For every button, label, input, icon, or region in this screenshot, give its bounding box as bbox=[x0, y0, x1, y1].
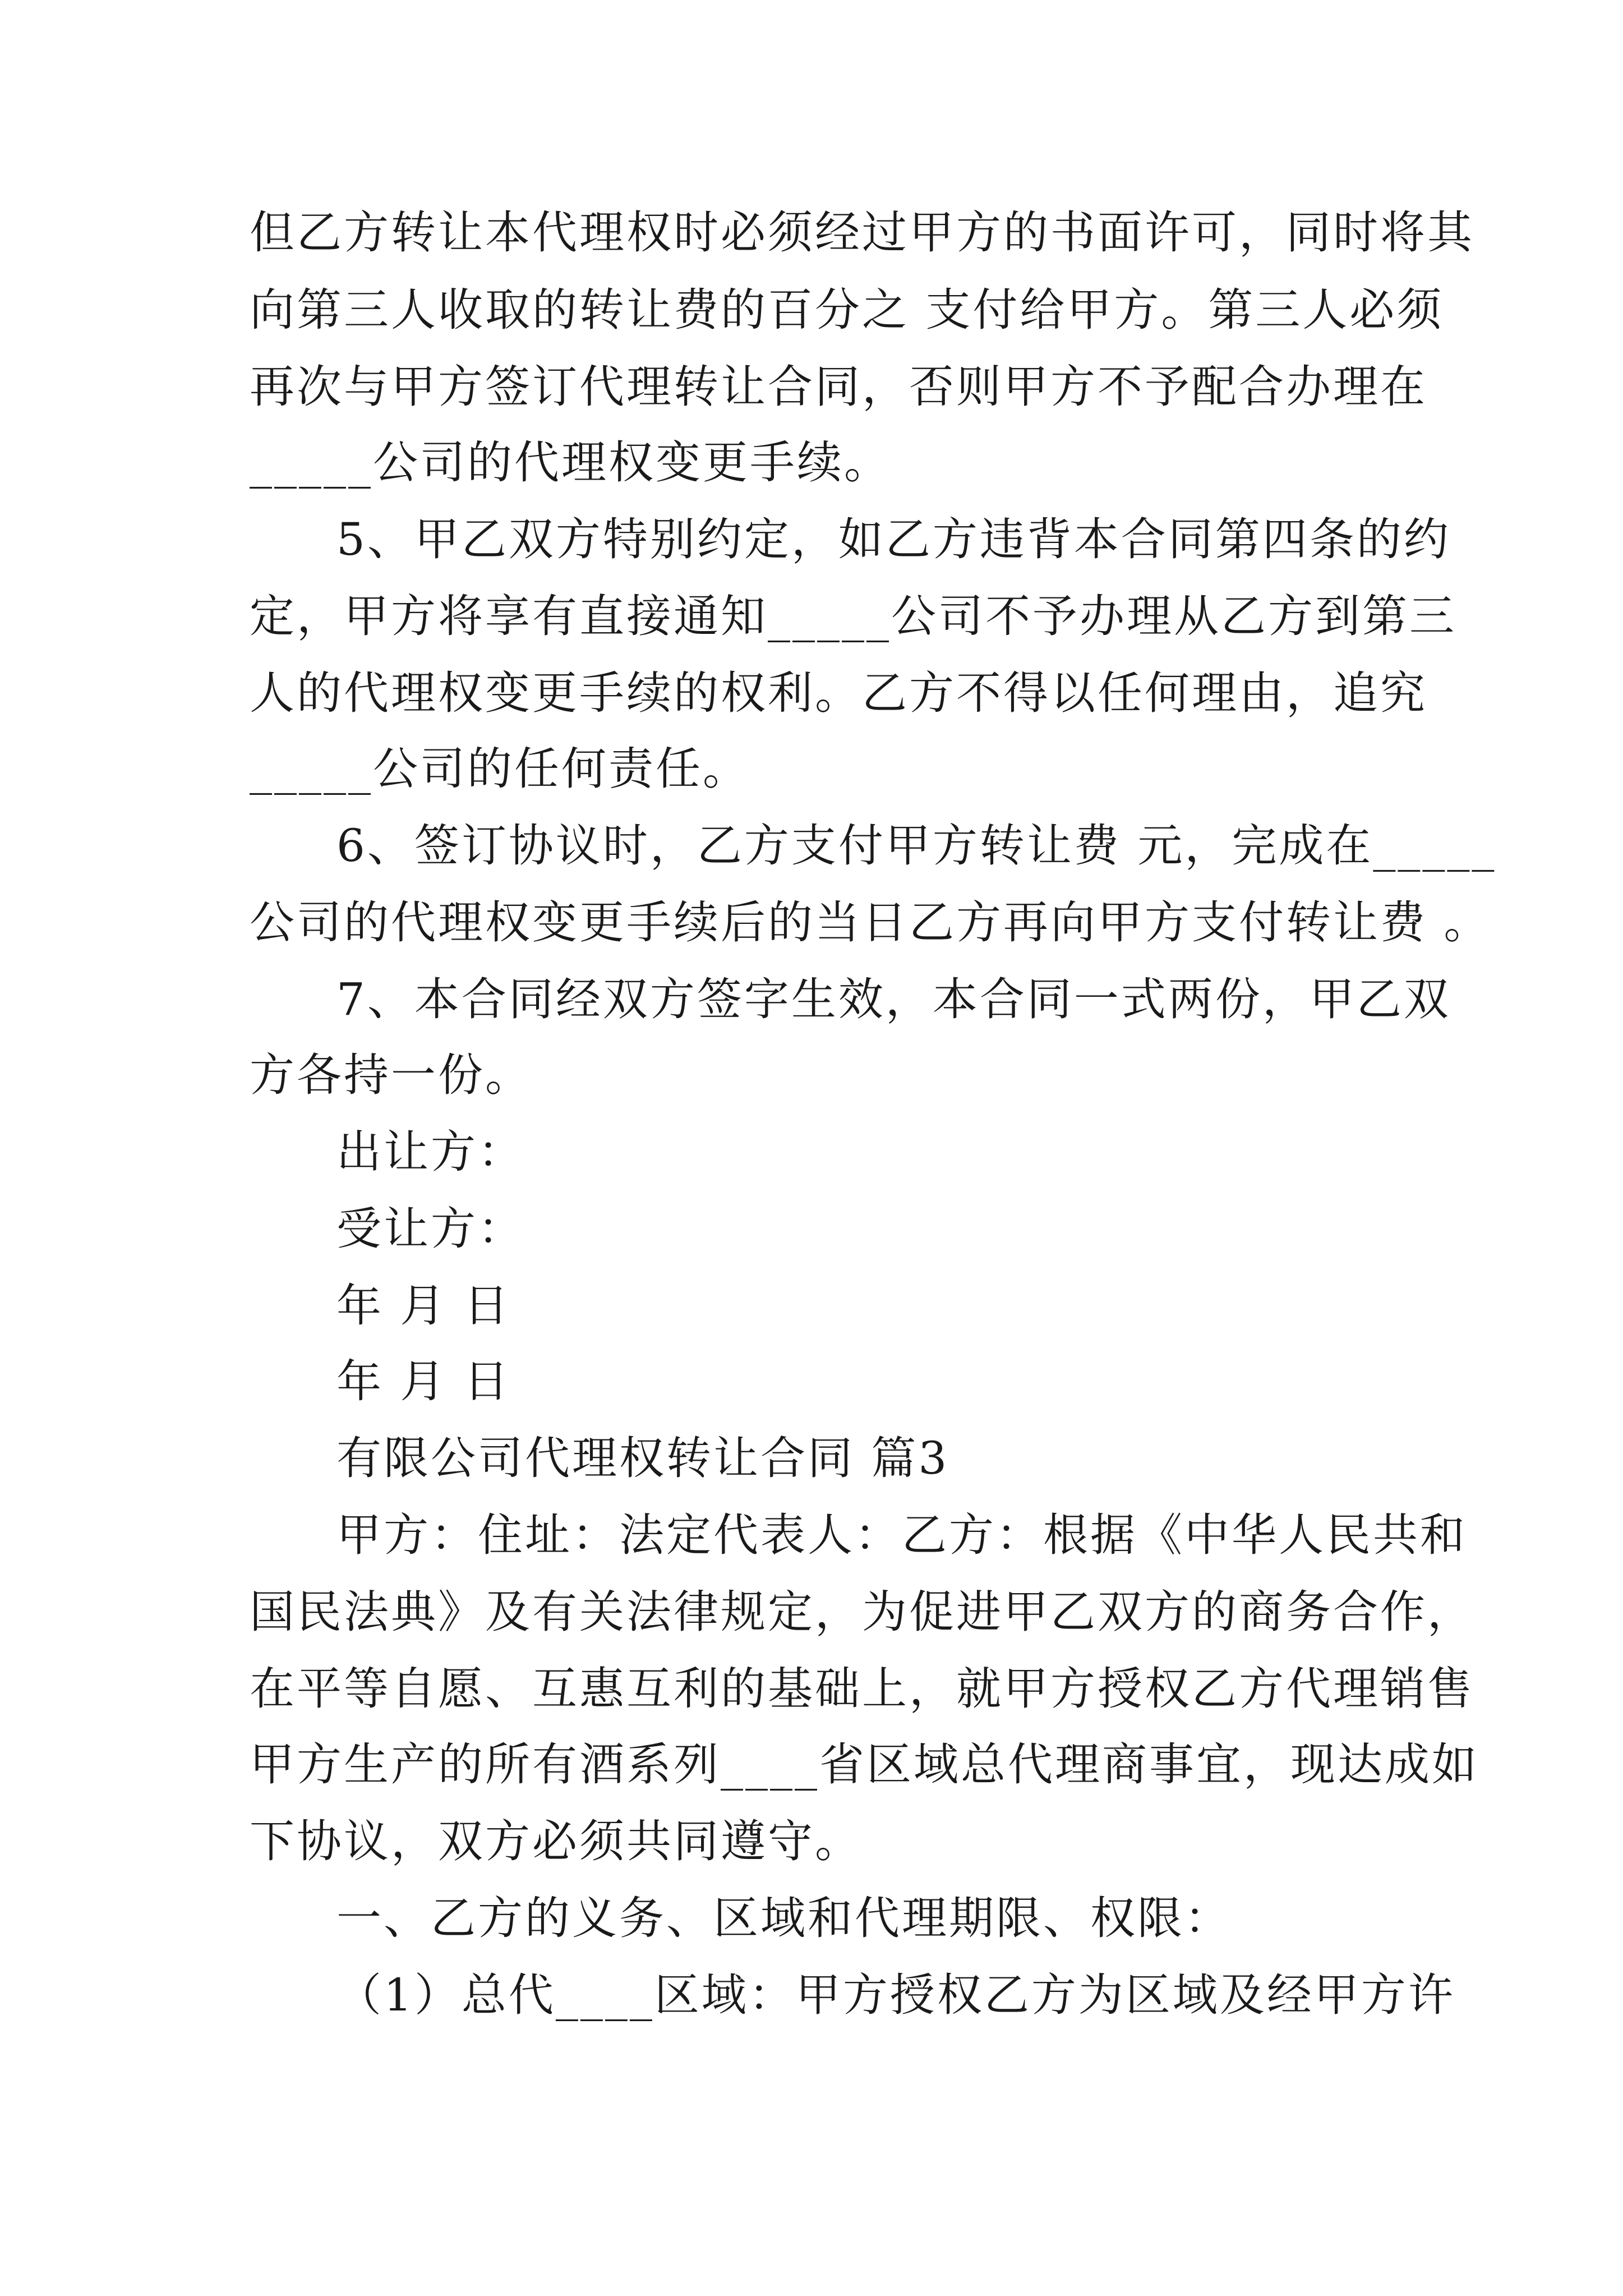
paragraph-line: 定，甲方将享有直接通知_____公司不予办理从乙方到第三 bbox=[250, 590, 1456, 642]
transferee-label: 受让方： bbox=[336, 1203, 525, 1255]
clause-7-line: 7、本合同经双方签字生效，本合同一式两份，甲乙双 bbox=[336, 973, 1451, 1025]
clause-5-line: 5、甲乙双方特别约定，如乙方违背本合同第四条的约 bbox=[336, 513, 1451, 565]
article-heading: 一、乙方的义务、区域和代理期限、权限： bbox=[336, 1892, 1232, 1944]
clause-6-line: 6、签订协议时，乙方支付甲方转让费 元，完成在_____ bbox=[336, 820, 1497, 872]
paragraph-line: 方各持一份。 bbox=[250, 1049, 532, 1101]
party-line: 甲方：住址：法定代表人：乙方：根据《中华人民共和 bbox=[336, 1509, 1467, 1561]
date-line: 年 月 日 bbox=[336, 1280, 511, 1332]
paragraph-line: 公司的代理权变更手续后的当日乙方再向甲方支付转让费 。 bbox=[250, 896, 1491, 949]
paragraph-line: _____公司的任何责任。 bbox=[250, 743, 750, 795]
paragraph-line: 向第三人收取的转让费的百分之 支付给甲方。第三人必须 bbox=[250, 284, 1444, 336]
paragraph-line: 但乙方转让本代理权时必须经过甲方的书面许可，同时将其 bbox=[250, 206, 1474, 259]
date-line: 年 月 日 bbox=[336, 1355, 511, 1407]
paragraph-line: 甲方生产的所有酒系列____省区域总代理商事宜，现达成如 bbox=[250, 1738, 1479, 1791]
paragraph-line: 国民法典》及有关法律规定，为促进甲乙双方的商务合作， bbox=[250, 1586, 1474, 1638]
paragraph-line: 下协议，双方必须共同遵守。 bbox=[250, 1815, 862, 1867]
sub-item-line: （1）总代____区域：甲方授权乙方为区域及经甲方许 bbox=[336, 1969, 1455, 2021]
transferor-label: 出让方： bbox=[336, 1126, 525, 1178]
paragraph-line: 在平等自愿、互惠互利的基础上，就甲方授权乙方代理销售 bbox=[250, 1663, 1474, 1715]
paragraph-line: 人的代理权变更手续的权利。乙方不得以任何理由，追究 bbox=[250, 667, 1427, 719]
paragraph-line: 再次与甲方签订代理转让合同，否则甲方不予配合办理在 bbox=[250, 361, 1427, 413]
paragraph-line: _____公司的代理权变更手续。 bbox=[250, 436, 891, 489]
section-heading: 有限公司代理权转让合同 篇3 bbox=[336, 1432, 949, 1484]
